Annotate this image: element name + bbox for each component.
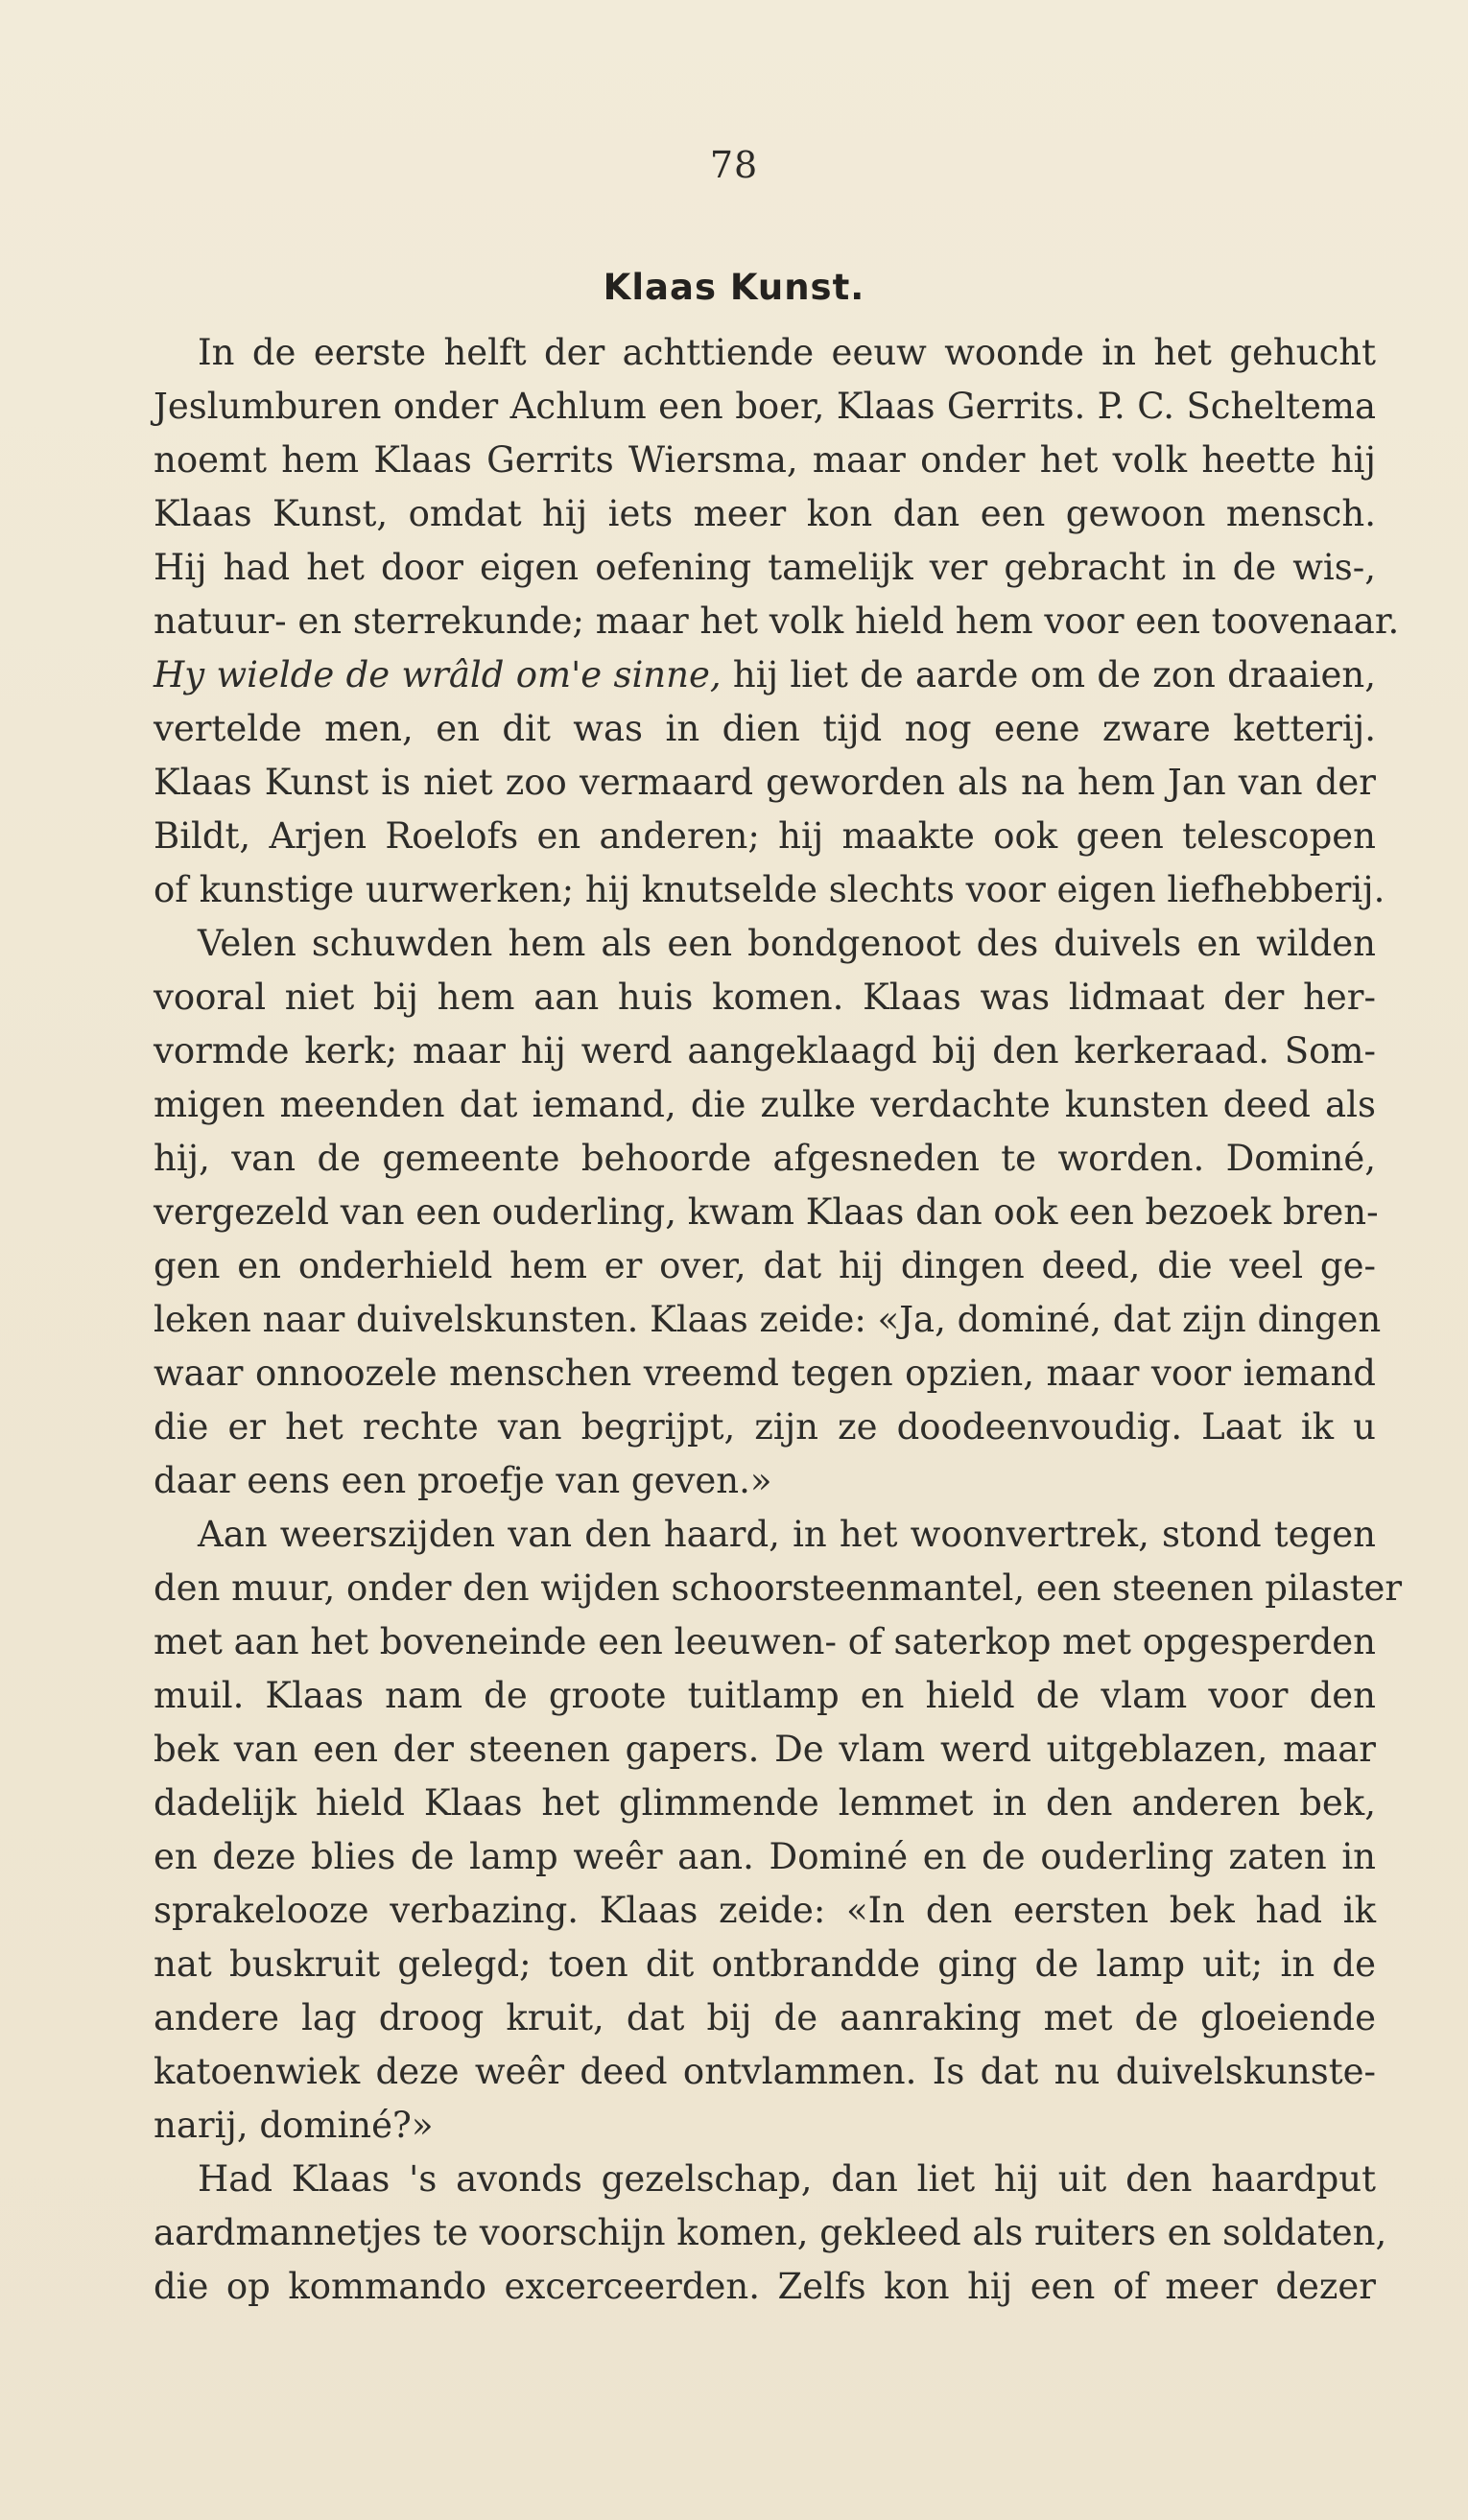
line-text: muil. Klaas nam de groote tuitlamp en hield de vlam voor den bbox=[154, 1675, 1376, 1716]
text-line bbox=[154, 1938, 1376, 1991]
text-line bbox=[154, 1830, 1376, 1884]
line-text: Bildt, Arjen Roelofs en anderen; hij maakte ook geen telescopen bbox=[154, 815, 1376, 857]
text-line bbox=[154, 1239, 1376, 1293]
text-line bbox=[154, 2153, 1376, 2206]
line-text: andere lag droog kruit, dat bij de aanraking met de gloeiende bbox=[154, 1997, 1376, 2038]
text-line bbox=[154, 1991, 1376, 2045]
text-line bbox=[154, 1078, 1376, 1132]
line-text: Velen schuwden hem als een bondgenoot des duivels en wilden bbox=[198, 923, 1376, 964]
line-text: vertelde men, en dit was in dien tijd nog eene zware ketterij. bbox=[154, 708, 1376, 749]
line-text: Hij had het door eigen oefening tamelijk ver gebracht in de wis-, bbox=[154, 547, 1376, 588]
body-text bbox=[154, 326, 1403, 2314]
text-line bbox=[154, 2045, 1376, 2099]
text-line bbox=[154, 2099, 1376, 2153]
line-text: migen meenden dat iemand, die zulke verdachte kunsten deed als bbox=[154, 1084, 1376, 1125]
text-line bbox=[154, 971, 1376, 1024]
text-line bbox=[154, 1615, 1376, 1669]
text-line bbox=[154, 1132, 1376, 1186]
line-text: hij liet de aarde om de zon draaien, bbox=[721, 654, 1376, 695]
text-line bbox=[154, 1562, 1403, 1615]
line-text: vooral niet bij hem aan huis komen. Klaas was lidmaat der her- bbox=[154, 977, 1376, 1018]
text-line bbox=[154, 2260, 1376, 2314]
line-text: leken naar duivelskunsten. Klaas zeide: «Ja, dominé, dat zijn dingen bbox=[154, 1299, 1382, 1340]
line-text: nat buskruit gelegd; toen dit ontbrandde ging de lamp uit; in de bbox=[154, 1943, 1376, 1985]
text-line bbox=[154, 1508, 1376, 1562]
text-line bbox=[154, 595, 1400, 648]
line-text: gen en onderhield hem er over, dat hij dingen deed, die veel ge- bbox=[154, 1245, 1376, 1286]
line-text: noemt hem Klaas Gerrits Wiersma, maar onder het volk heette hij bbox=[154, 439, 1376, 481]
line-text: waar onnoozele menschen vreemd tegen opzien, maar voor iemand bbox=[154, 1353, 1376, 1394]
text-line bbox=[154, 863, 1385, 917]
line-text: en deze blies de lamp weêr aan. Dominé en de ouderling zaten in bbox=[154, 1836, 1376, 1877]
text-line bbox=[154, 756, 1376, 810]
text-line bbox=[154, 326, 1376, 380]
text-line bbox=[154, 1347, 1376, 1401]
text-line bbox=[154, 702, 1376, 756]
page-number: 78 bbox=[709, 144, 759, 186]
text-line bbox=[154, 1401, 1376, 1454]
line-text: met aan het boveneinde een leeuwen- of saterkop met opgesperden bbox=[154, 1621, 1376, 1662]
text-line bbox=[154, 648, 1376, 702]
text-line bbox=[154, 917, 1376, 971]
italic-quote: Hy wielde de wrâld om'e sinne, bbox=[154, 654, 722, 695]
text-line bbox=[154, 1777, 1376, 1830]
line-text: daar eens een proefje van geven.» bbox=[154, 1460, 772, 1501]
text-line bbox=[154, 434, 1376, 487]
text-line bbox=[154, 1669, 1376, 1723]
line-text: Aan weerszijden van den haard, in het woonvertrek, stond tegen bbox=[198, 1514, 1376, 1555]
line-text: sprakelooze verbazing. Klaas zeide: «In den eersten bek had ik bbox=[154, 1890, 1376, 1931]
line-text: katoenwiek deze weêr deed ontvlammen. Is dat nu duivelskunste- bbox=[154, 2051, 1376, 2092]
line-text: Jeslumburen onder Achlum een boer, Klaas Gerrits. P. C. Scheltema bbox=[154, 386, 1376, 427]
line-text: die op kommando excerceerden. Zelfs kon hij een of meer dezer bbox=[154, 2266, 1376, 2307]
text-line bbox=[154, 1293, 1382, 1347]
line-text: vormde kerk; maar hij werd aangeklaagd bij den kerkeraad. Som- bbox=[154, 1030, 1376, 1072]
text-line bbox=[154, 2206, 1387, 2260]
line-text: Had Klaas 's avonds gezelschap, dan liet hij uit den haardput bbox=[198, 2158, 1376, 2200]
line-text: In de eerste helft der achttiende eeuw woonde in het gehucht bbox=[198, 332, 1376, 373]
line-text: aardmannetjes te voorschijn komen, gekleed als ruiters en soldaten, bbox=[154, 2212, 1387, 2253]
line-text: die er het rechte van begrijpt, zijn ze doodeenvoudig. Laat ik u bbox=[154, 1406, 1376, 1448]
text-line bbox=[154, 380, 1376, 434]
line-text: narij, dominé?» bbox=[154, 2105, 434, 2146]
line-text: Klaas Kunst is niet zoo vermaard geworden als na hem Jan van der bbox=[154, 762, 1376, 803]
line-text: bek van een der steenen gapers. De vlam werd uitgeblazen, maar bbox=[154, 1729, 1376, 1770]
text-line bbox=[154, 1723, 1376, 1777]
text-line bbox=[154, 1884, 1376, 1938]
line-text: den muur, onder den wijden schoorsteenmantel, een steenen pilaster bbox=[154, 1567, 1403, 1609]
line-text: dadelijk hield Klaas het glimmende lemmet in den anderen bek, bbox=[154, 1782, 1376, 1824]
text-line bbox=[154, 487, 1376, 541]
line-text: vergezeld van een ouderling, kwam Klaas dan ook een bezoek bren- bbox=[154, 1191, 1379, 1233]
line-text: of kunstige uurwerken; hij knutselde slechts voor eigen liefhebberij. bbox=[154, 869, 1385, 910]
line-text: hij, van de gemeente behoorde afgesneden te worden. Dominé, bbox=[154, 1138, 1376, 1179]
text-line bbox=[154, 810, 1376, 863]
line-text: natuur- en sterrekunde; maar het volk hield hem voor een toovenaar. bbox=[154, 601, 1400, 642]
chapter-title: Klaas Kunst. bbox=[603, 267, 865, 308]
text-line bbox=[154, 1186, 1379, 1239]
line-text: Klaas Kunst, omdat hij iets meer kon dan een gewoon mensch. bbox=[154, 493, 1376, 534]
text-line bbox=[154, 541, 1376, 595]
text-line bbox=[154, 1024, 1376, 1078]
text-line bbox=[154, 1454, 1376, 1508]
